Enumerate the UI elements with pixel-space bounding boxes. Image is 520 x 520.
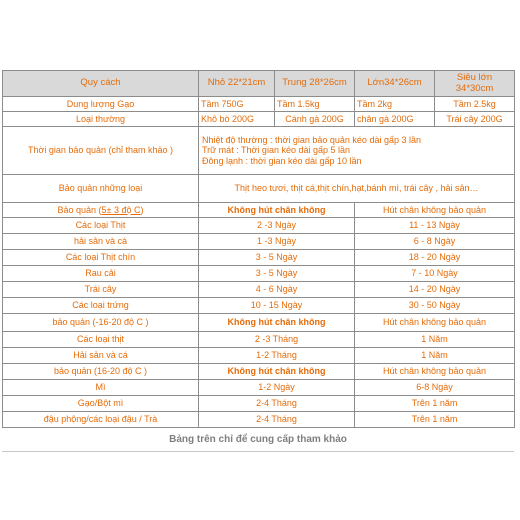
item-name: Các loại thịt (3, 332, 199, 348)
table-row (3, 298, 515, 314)
table-row (3, 380, 515, 396)
section1-header-row (3, 203, 515, 218)
capacity-small: Tầm 750G (199, 97, 275, 112)
header-size-xlarge (435, 71, 515, 97)
gridline-bottom (2, 451, 514, 452)
item-no-vacuum: 2-4 Tháng (199, 412, 355, 428)
header-size-medium: Trung 28*26cm (275, 71, 355, 97)
section1-col-vacuum: Hút chân không bảo quản (355, 203, 515, 218)
item-name: Các loại Thịt (3, 218, 199, 234)
regular-large: chân gà 200G (355, 112, 435, 127)
item-name: Các loại trứng (3, 298, 199, 314)
item-vacuum: 18 - 20 Ngày (355, 250, 515, 266)
item-vacuum: Trên 1 năm (355, 396, 515, 412)
item-name: Gạo/Bột mì (3, 396, 199, 412)
storage-note-normal: Nhiệt độ thường : thời gian bảo quản kéo dài gấp 3 lần (202, 134, 421, 145)
item-name: Hải sản và cá (3, 348, 199, 364)
section1-label-temp: 5± 3 độ C (101, 204, 141, 215)
item-vacuum: Trên 1 năm (355, 412, 515, 428)
table-row (3, 234, 515, 250)
storage-types-value: Thịt heo tươi, thịt cá,thịt chín,hạt,bánh mì, trái cây , hải sản… (199, 175, 515, 203)
section1-label (3, 203, 199, 218)
item-no-vacuum: 2 -3 Ngày (199, 218, 355, 234)
item-name: Rau cải (3, 266, 199, 282)
table-row (3, 332, 515, 348)
regular-small: Khô bò 200G (199, 112, 275, 127)
storage-time-row (3, 127, 515, 175)
item-name: Các loại Thịt chín (3, 250, 199, 266)
item-vacuum: 1 Năm (355, 332, 515, 348)
table-row (3, 266, 515, 282)
header-xlarge-line1: Siêu lớn (456, 71, 493, 83)
regular-medium: Cánh gà 200G (275, 112, 355, 127)
section1-label-suffix: ) (140, 204, 144, 215)
item-name: hải sản và cá (3, 234, 199, 250)
header-xlarge-line2: 34*30cm (455, 82, 494, 94)
item-no-vacuum: 3 - 5 Ngày (199, 266, 355, 282)
item-no-vacuum: 10 - 15 Ngày (199, 298, 355, 314)
header-size-small: Nhỏ 22*21cm (199, 71, 275, 97)
storage-spec-table (2, 70, 515, 428)
item-vacuum: 14 - 20 Ngày (355, 282, 515, 298)
regular-label: Loại thường (3, 112, 199, 127)
item-no-vacuum: 1-2 Tháng (199, 348, 355, 364)
capacity-medium: Tầm 1.5kg (275, 97, 355, 112)
section1-label-prefix: Bảo quản ( (57, 204, 102, 215)
regular-xlarge: Trái cây 200G (435, 112, 515, 127)
section3-label: bảo quản (16-20 độ C ) (3, 364, 199, 380)
item-name: Mì (3, 380, 199, 396)
item-vacuum: 6-8 Ngày (355, 380, 515, 396)
item-no-vacuum: 3 - 5 Ngày (199, 250, 355, 266)
capacity-label: Dung lượng Gạo (3, 97, 199, 112)
item-vacuum: 1 Năm (355, 348, 515, 364)
storage-types-label: Bảo quản những loại (3, 175, 199, 203)
section2-label: bảo quản (-16-20 độ C ) (3, 314, 199, 332)
storage-types-row (3, 175, 515, 203)
capacity-row (3, 97, 515, 112)
section1-col-no-vacuum: Không hút chân không (199, 203, 355, 218)
section3-col-no-vacuum: Không hút chân không (199, 364, 355, 380)
section3-header-row (3, 364, 515, 380)
footer-note: Bảng trên chỉ để cung cấp tham khảo (169, 434, 347, 445)
storage-time-notes (199, 127, 515, 175)
item-vacuum: 11 - 13 Ngày (355, 218, 515, 234)
capacity-large: Tầm 2kg (355, 97, 435, 112)
item-name: đậu phộng/các loại đậu / Trà (3, 412, 199, 428)
item-name: Trái cây (3, 282, 199, 298)
item-vacuum: 6 - 8 Ngày (355, 234, 515, 250)
item-no-vacuum: 4 - 6 Ngày (199, 282, 355, 298)
item-no-vacuum: 2-4 Tháng (199, 396, 355, 412)
table-row (3, 412, 515, 428)
item-no-vacuum: 1 -3 Ngày (199, 234, 355, 250)
storage-time-label: Thời gian bảo quản (chỉ tham khảo ) (3, 127, 199, 175)
item-no-vacuum: 2 -3 Tháng (199, 332, 355, 348)
item-no-vacuum: 1-2 Ngày (199, 380, 355, 396)
table-row (3, 396, 515, 412)
table-row (3, 218, 515, 234)
storage-note-cool: Trữ mát : Thời gian kéo dài gấp 5 lần (202, 145, 351, 156)
table-row (3, 250, 515, 266)
regular-row (3, 112, 515, 127)
section2-col-vacuum: Hút chân không bảo quản (355, 314, 515, 332)
section2-col-no-vacuum: Không hút chân không (199, 314, 355, 332)
section2-header-row (3, 314, 515, 332)
item-vacuum: 30 - 50 Ngày (355, 298, 515, 314)
table-header-row (3, 71, 515, 97)
header-size-large: Lớn34*26cm (355, 71, 435, 97)
table-row (3, 348, 515, 364)
storage-note-frozen: Đông lạnh : thời gian kéo dài gấp 10 lần (202, 155, 362, 166)
table-row (3, 282, 515, 298)
header-spec: Quy cách (3, 71, 199, 97)
capacity-xlarge: Tầm 2.5kg (435, 97, 515, 112)
item-vacuum: 7 - 10 Ngày (355, 266, 515, 282)
section3-col-vacuum: Hút chân không bảo quản (355, 364, 515, 380)
